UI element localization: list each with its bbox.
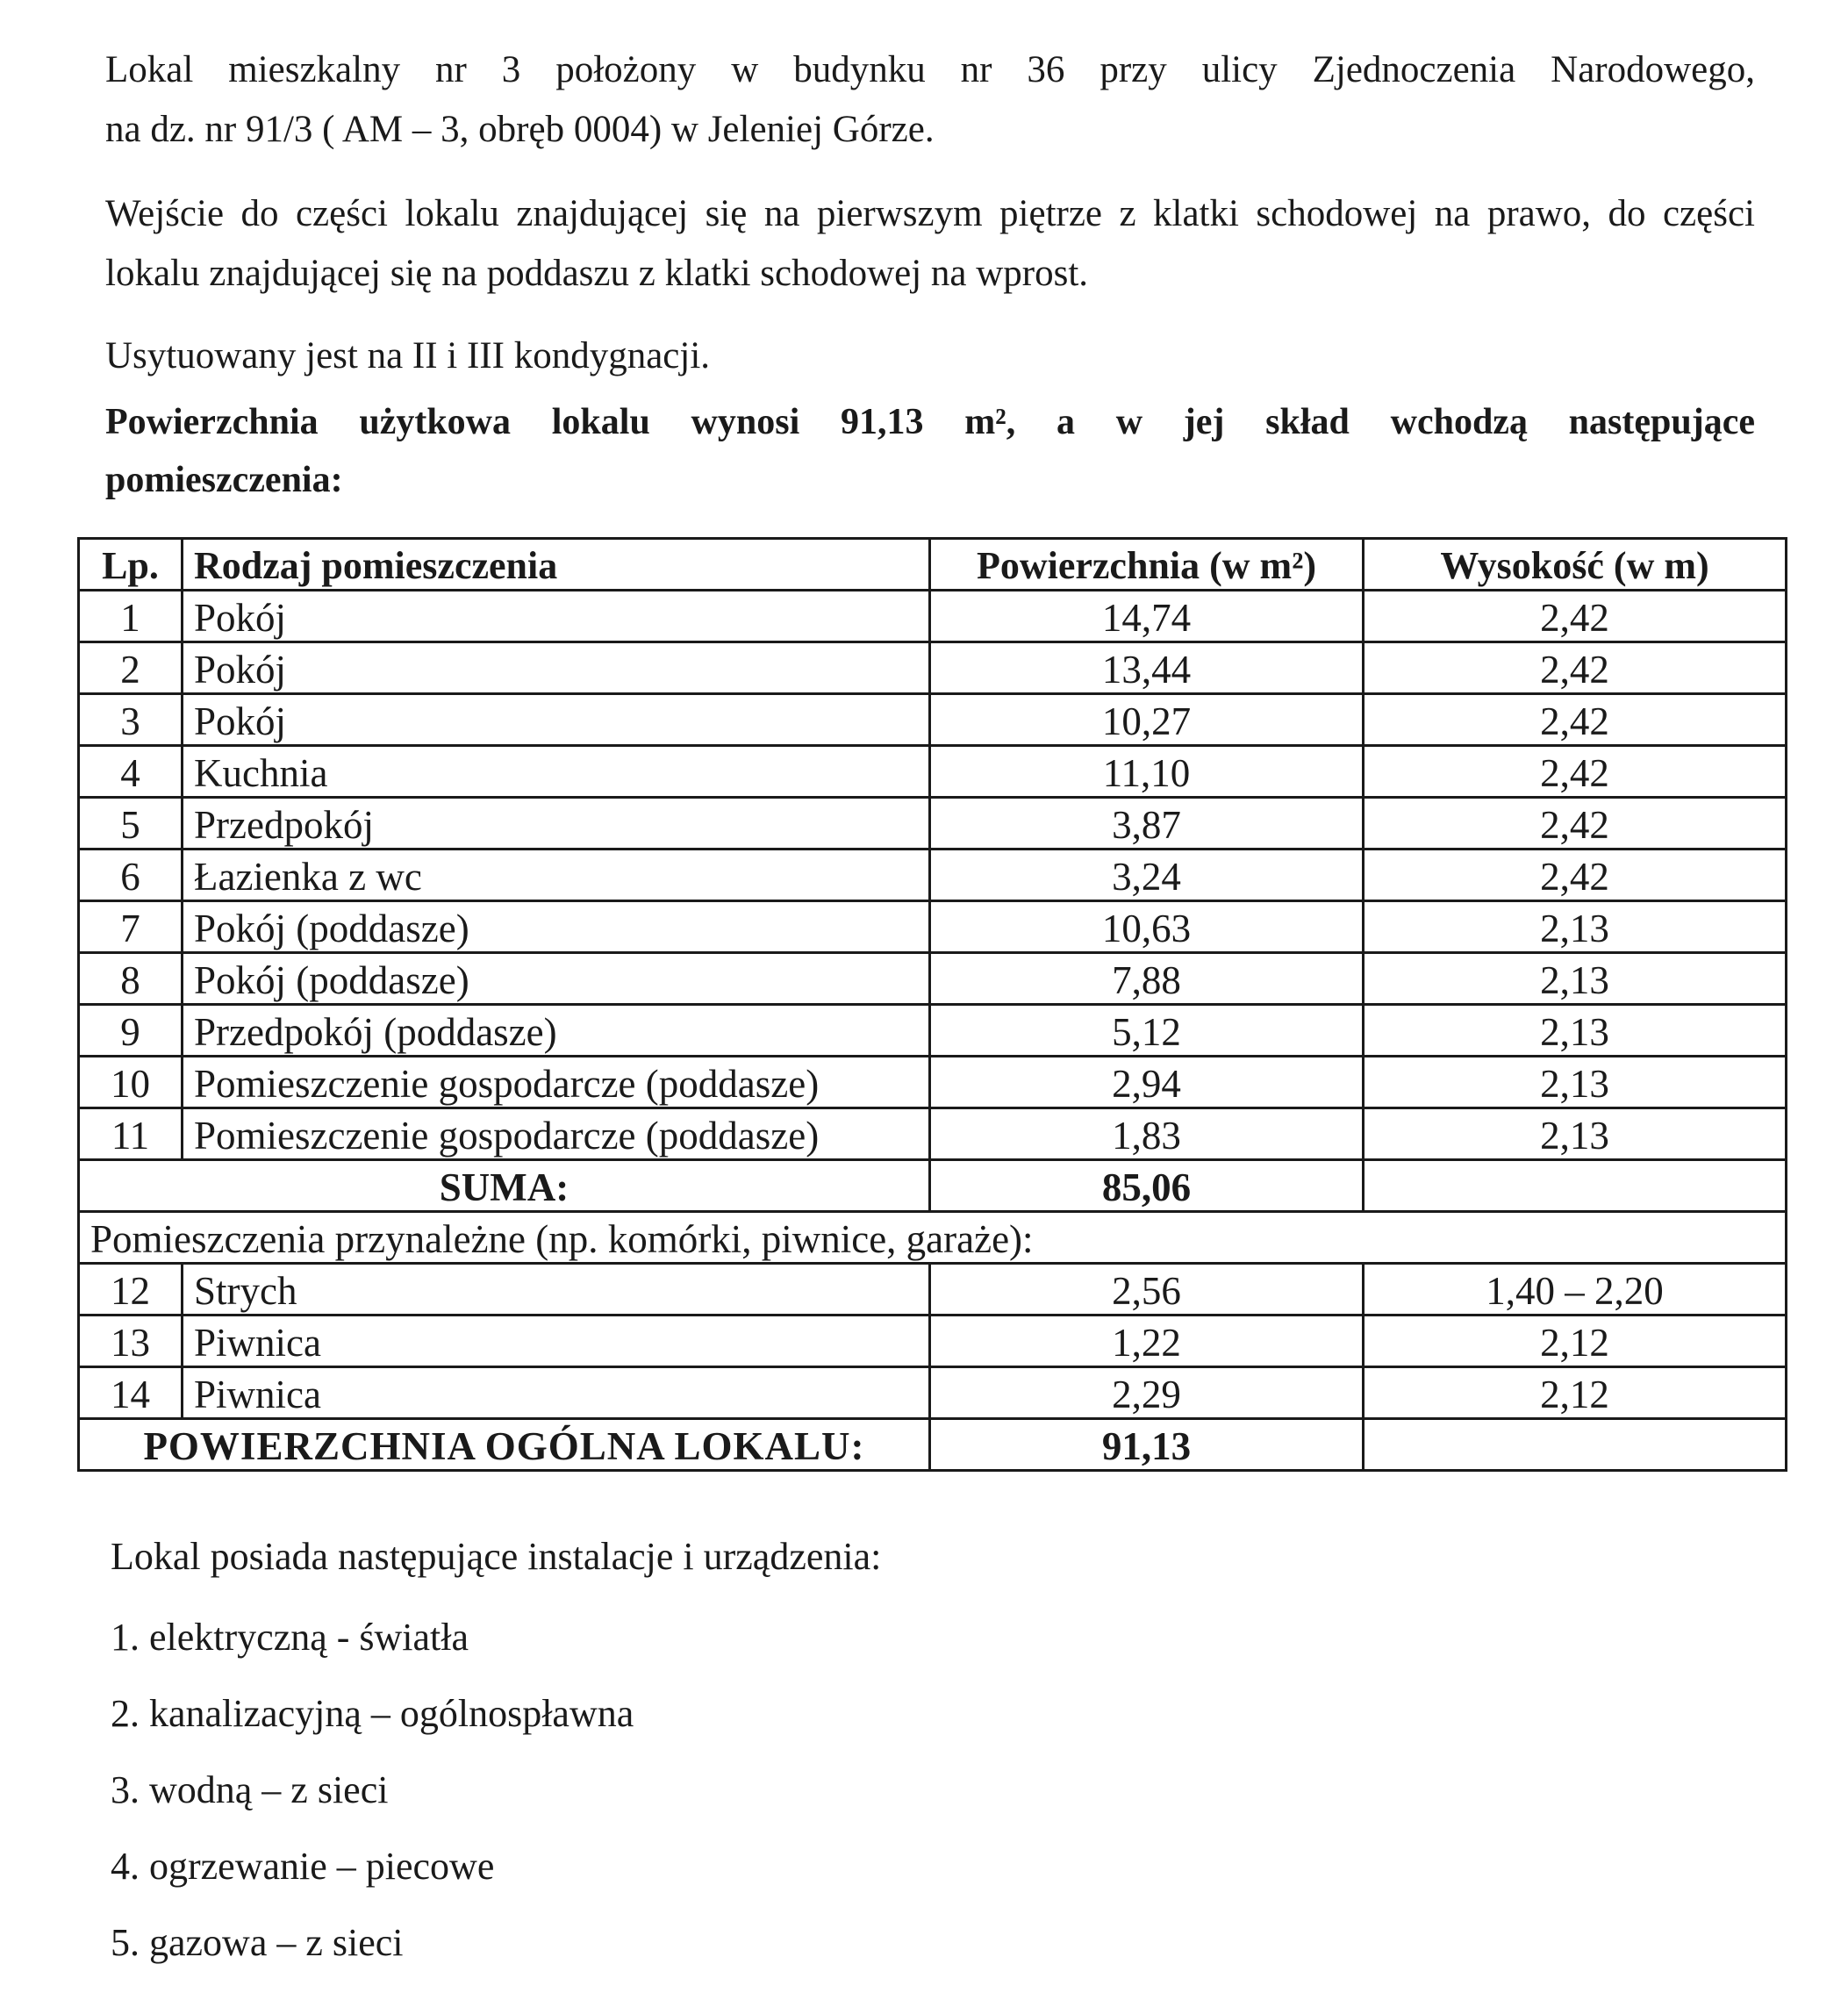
- total-height-empty: [1364, 1419, 1787, 1471]
- table-row: [79, 694, 1787, 746]
- cell-area: 14,74: [930, 591, 1364, 642]
- table-row: [79, 591, 1787, 642]
- cell-room-type: Łazienka z wc: [183, 850, 930, 901]
- sum-height-empty: [1364, 1160, 1787, 1212]
- cell-room-type: Pokój: [183, 591, 930, 642]
- cell-room-type: Strych: [183, 1264, 930, 1316]
- cell-room-type: Pomieszczenie gospodarcze (poddasze): [183, 1057, 930, 1108]
- table-header-row: [79, 539, 1787, 591]
- cell-height: 2,42: [1364, 642, 1787, 694]
- cell-room-type: Pomieszczenie gospodarcze (poddasze): [183, 1108, 930, 1160]
- table-row: [79, 1005, 1787, 1057]
- cell-height: 2,12: [1364, 1367, 1787, 1419]
- intro-paragraph: [105, 40, 1755, 160]
- cell-lp: 12: [79, 1264, 183, 1316]
- cell-area: 2,94: [930, 1057, 1364, 1108]
- cell-area: 10,63: [930, 901, 1364, 953]
- cell-lp: 13: [79, 1316, 183, 1367]
- table-row: [79, 1264, 1787, 1316]
- installations-list: [111, 1611, 634, 1993]
- ancillary-header: Pomieszczenia przynależne (np. komórki, piwnice, garaże):: [79, 1212, 1787, 1264]
- table-row: [79, 746, 1787, 798]
- cell-height: 2,13: [1364, 1108, 1787, 1160]
- cell-room-type: Kuchnia: [183, 746, 930, 798]
- cell-lp: 10: [79, 1057, 183, 1108]
- cell-lp: 1: [79, 591, 183, 642]
- table-row: [79, 1316, 1787, 1367]
- area-statement: [105, 393, 1755, 509]
- table-row: [79, 798, 1787, 850]
- cell-lp: 5: [79, 798, 183, 850]
- cell-area: 7,88: [930, 953, 1364, 1005]
- room-rows: [79, 591, 1787, 1160]
- cell-lp: 3: [79, 694, 183, 746]
- cell-height: 2,12: [1364, 1316, 1787, 1367]
- cell-height: 1,40 – 2,20: [1364, 1264, 1787, 1316]
- header-room-type: Rodzaj pomieszczenia: [183, 539, 930, 591]
- cell-height: 2,42: [1364, 591, 1787, 642]
- cell-lp: 4: [79, 746, 183, 798]
- cell-area: 1,22: [930, 1316, 1364, 1367]
- area-statement-line-2: pomieszczenia:: [105, 460, 343, 500]
- header-lp: Lp.: [79, 539, 183, 591]
- installation-item: 5. gazowa – z sieci: [111, 1921, 404, 1964]
- sum-value: 85,06: [930, 1160, 1364, 1212]
- cell-lp: 8: [79, 953, 183, 1005]
- cell-lp: 11: [79, 1108, 183, 1160]
- cell-lp: 9: [79, 1005, 183, 1057]
- cell-room-type: Pokój (poddasze): [183, 953, 930, 1005]
- cell-height: 2,42: [1364, 746, 1787, 798]
- cell-area: 2,56: [930, 1264, 1364, 1316]
- cell-height: 2,13: [1364, 901, 1787, 953]
- cell-lp: 6: [79, 850, 183, 901]
- cell-area: 11,10: [930, 746, 1364, 798]
- header-height: Wysokość (w m): [1364, 539, 1787, 591]
- cell-height: 2,13: [1364, 1005, 1787, 1057]
- sum-row: [79, 1160, 1787, 1212]
- installations-title: Lokal posiada następujące instalacje i urządzenia:: [111, 1535, 882, 1578]
- sum-label: SUMA:: [79, 1160, 930, 1212]
- installation-item: 1. elektryczną - światła: [111, 1616, 469, 1659]
- cell-room-type: Pokój: [183, 694, 930, 746]
- cell-area: 13,44: [930, 642, 1364, 694]
- table-row: [79, 1367, 1787, 1419]
- ancillary-header-row: [79, 1212, 1787, 1264]
- cell-height: 2,42: [1364, 798, 1787, 850]
- installation-item: 3. wodną – z sieci: [111, 1768, 389, 1811]
- table-row: [79, 1108, 1787, 1160]
- cell-area: 1,83: [930, 1108, 1364, 1160]
- rooms-table: [77, 537, 1787, 1472]
- entrance-line-1: Wejście do części lokalu znajdującej się na pierwszym piętrze z klatki schodowej na prawo, do części: [105, 193, 1755, 234]
- cell-area: 5,12: [930, 1005, 1364, 1057]
- table-row: [79, 1057, 1787, 1108]
- total-row: [79, 1419, 1787, 1471]
- intro-line-2: na dz. nr 91/3 ( AM – 3, obręb 0004) w Jeleniej Górze.: [105, 109, 935, 150]
- cell-room-type: Pokój: [183, 642, 930, 694]
- table-row: [79, 953, 1787, 1005]
- installation-item: 4. ogrzewanie – piecowe: [111, 1845, 495, 1888]
- cell-room-type: Piwnica: [183, 1316, 930, 1367]
- installation-item: 2. kanalizacyjną – ogólnospławna: [111, 1692, 634, 1735]
- area-statement-line-1: Powierzchnia użytkowa lokalu wynosi 91,13 m², a w jej skład wchodzą następujące: [105, 402, 1755, 442]
- ancillary-rows: [79, 1264, 1787, 1419]
- cell-room-type: Przedpokój (poddasze): [183, 1005, 930, 1057]
- cell-area: 2,29: [930, 1367, 1364, 1419]
- cell-room-type: Piwnica: [183, 1367, 930, 1419]
- intro-line-1: Lokal mieszkalny nr 3 położony w budynku nr 36 przy ulicy Zjednoczenia Narodowego,: [105, 49, 1755, 90]
- cell-lp: 14: [79, 1367, 183, 1419]
- cell-lp: 2: [79, 642, 183, 694]
- table-row: [79, 850, 1787, 901]
- cell-height: 2,13: [1364, 953, 1787, 1005]
- header-area: Powierzchnia (w m²): [930, 539, 1364, 591]
- cell-height: 2,42: [1364, 850, 1787, 901]
- cell-room-type: Pokój (poddasze): [183, 901, 930, 953]
- table-row: [79, 642, 1787, 694]
- cell-height: 2,42: [1364, 694, 1787, 746]
- cell-height: 2,13: [1364, 1057, 1787, 1108]
- entrance-line-2: lokalu znajdującej się na poddaszu z klatki schodowej na wprost.: [105, 253, 1089, 294]
- location-paragraph: Usytuowany jest na II i III kondygnacji.: [105, 335, 711, 376]
- table-row: [79, 901, 1787, 953]
- total-label: POWIERZCHNIA OGÓLNA LOKALU:: [79, 1419, 930, 1471]
- entrance-paragraph: [105, 184, 1755, 304]
- cell-area: 3,87: [930, 798, 1364, 850]
- cell-room-type: Przedpokój: [183, 798, 930, 850]
- cell-area: 10,27: [930, 694, 1364, 746]
- cell-lp: 7: [79, 901, 183, 953]
- total-value: 91,13: [930, 1419, 1364, 1471]
- cell-area: 3,24: [930, 850, 1364, 901]
